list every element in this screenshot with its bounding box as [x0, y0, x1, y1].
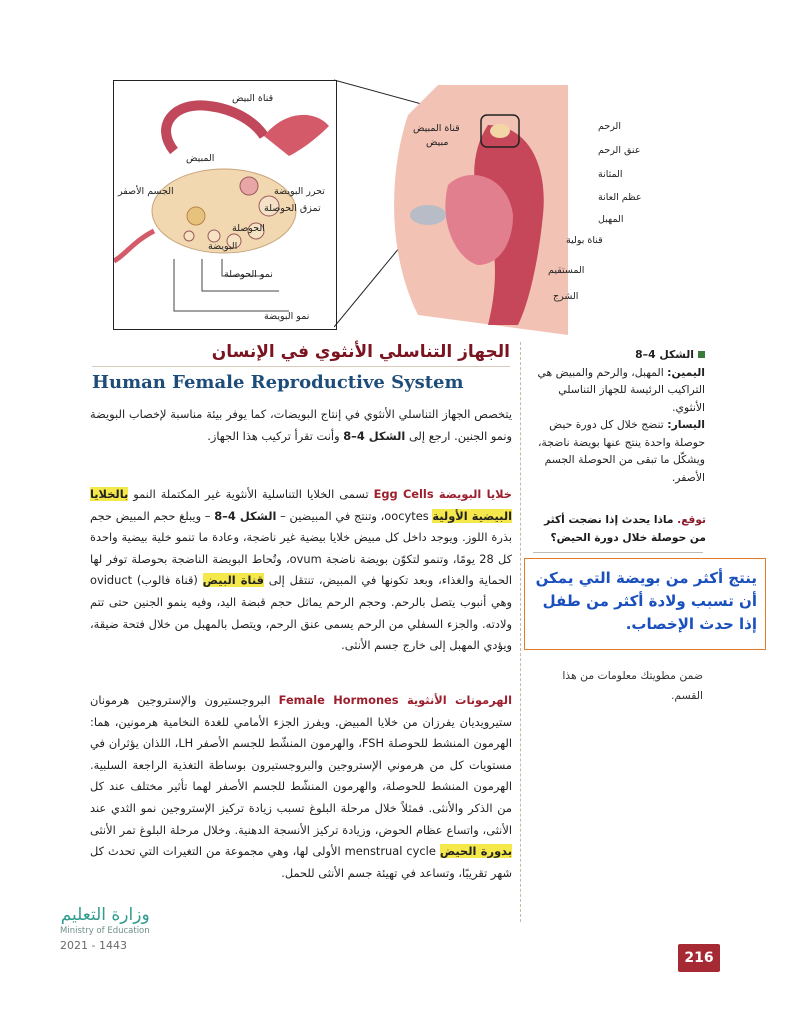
label-oviduct-main: قناة المبيض [413, 123, 460, 134]
caption-title: الشكل 4–8 [635, 348, 694, 361]
hormones-keyword: الهرمونات الأنثوية Female Hormones [278, 693, 512, 707]
label-ovulation: تحرر البويضة [274, 186, 325, 197]
intro-text: يتخصص الجهاز التناسلي الأنثوي في إنتاج البويضات، كما يوفر بيئة مناسبة لإخصاب البويضة ونمو الجنين. ارجع إلى [90, 407, 512, 443]
hormones-paragraph [90, 690, 512, 884]
section-title-english: Human Female Reproductive System [92, 372, 464, 393]
caption-left [530, 416, 705, 486]
caption-title-row [530, 346, 705, 364]
label-ovary-main: مبيض [426, 137, 449, 148]
caption-left-label: اليسار: [667, 418, 705, 431]
anatomy-figure [108, 75, 690, 337]
predict-question [531, 512, 706, 547]
answer-text[interactable]: ينتج أكثر من بويضة التي يمكن أن تسبب ولادة أكثر من طفل إذا حدث الإخصاب. [535, 569, 757, 633]
intro-paragraph [90, 404, 512, 447]
label-follicle-growth: نمو الحوصلة [224, 269, 273, 280]
oocytes-highlight: بالخلايا البيضية الأولية [90, 487, 512, 523]
label-uterus: الرحم [598, 121, 621, 132]
label-vagina: المهبل [598, 214, 624, 225]
label-urethra: قناة بولية [566, 235, 603, 246]
hormones-text-b: menstrual cycle الأولى لها، وهي مجموعة من التغيرات التي تحدث كل شهر تقريبًا، وتساعد في تهيئة جسم الأنثى للحمل. [90, 844, 512, 880]
caption-right-text: المهبل، والرحم والمبيض هي التراكيب الرئيسة للجهاز التناسلي الأنثوي. [537, 365, 705, 414]
label-pubic-bone: عظم العانة [598, 192, 642, 203]
predict-label: توقع. [677, 514, 706, 526]
menstrual-cycle-highlight: بدورة الحيض [439, 844, 513, 859]
foldable-note: ضمن مطويتك معلومات من هذا القسم. [562, 669, 703, 702]
figure-caption [530, 346, 705, 486]
label-ovary-inset: المبيض [186, 153, 215, 164]
egg-cells-keyword: خلايا البويضة Egg Cells [373, 487, 512, 501]
label-egg: البويضة [208, 241, 238, 252]
caption-square-icon [698, 351, 705, 358]
predict-text: ماذا يحدث إذا نضجت أكثر من حوصلة خلال دورة الحيض؟ [544, 514, 706, 544]
ministry-name-arabic: وزارة التعليم [60, 905, 150, 925]
egg-cells-text-c: – ويبلغ حجم المبيض حجم بذرة اللوز. ويوجد داخل كل مبيض خلايا بيضية غير ناضجة، وعادة ما تنمو خلية بيضية واحدة كل 28 يومًا، وتنمو لتكوّن بويضة ناضجة ovum، وتُحاط البويضة الناضجة بحوصلة توفر لها الحماية والغذاء، وبعد تكونها في المبيض، تنتقل إلى [90, 508, 512, 588]
side-divider [533, 552, 703, 553]
edition-year: 2021 - 1443 [60, 939, 127, 952]
label-follicle: الحوصلة [232, 223, 265, 234]
label-cervix: عنق الرحم [598, 145, 641, 156]
egg-cells-text-a: تسمى الخلايا التناسلية الأنثوية غير المكتملة النمو [133, 487, 369, 501]
label-rectum: المستقيم [548, 265, 585, 276]
ministry-logo [60, 905, 150, 952]
label-corpus-luteum: الجسم الأصفر [118, 186, 174, 197]
figure-ref-2[interactable]: الشكل 4–8 [214, 508, 277, 523]
ovary-inset [113, 80, 337, 330]
hormones-text-a: البروجستيرون والإستروجين هرمونان ستيرويديان يفرزان من خلايا المبيض. ويفرز الجزء الأمامي للغدة النخامية هرمونين، هما: الهرمون المنشط للحوصلة FSH، والهرمون المنشّط للجسم الأصفر LH، اللذان يؤثران في مستويات كل من هرموني الإستروجين والبروجستيرون بوساطة التغذية الراجعة السلبية. الهرمون المنشط للحوصلة، والهرمون المنشّط للجسم الأصفر لهما تأثير مختلف عند كل من الذكر والأنثى. فمثلاً خلال مرحلة البلوغ تسبب زيادة تركيز الإستروجين نمو الثدي عند الأنثى، واتساع عظام الحوض، وزيادة تركيز الأنسجة الدهنية. وخلال مرحلة البلوغ تمر الأنثى [90, 693, 513, 837]
intro-text-end: وأنت تقرأ تركيب هذا الجهاز. [207, 428, 340, 443]
label-bladder: المثانة [598, 169, 623, 180]
oviduct-highlight: قناة البيض [202, 573, 264, 588]
egg-cells-paragraph [90, 484, 512, 657]
label-anus: الشرج [553, 291, 579, 302]
title-divider [92, 366, 510, 367]
ministry-name-english: Ministry of Education [60, 926, 150, 936]
figure-ref[interactable]: الشكل 4–8 [343, 428, 406, 443]
caption-right-label: اليمين: [667, 365, 705, 379]
label-oviduct-inset: قناة البيض [232, 93, 274, 104]
caption-right [530, 364, 705, 417]
page-number-badge: 216 [678, 944, 720, 972]
column-divider [520, 342, 521, 922]
label-follicle-rupture: تمزق الحوصلة [264, 203, 321, 214]
answer-textbox[interactable] [524, 558, 766, 650]
label-egg-growth: نمو البويضة [264, 311, 310, 322]
egg-cells-text-d: (قناة فالوب) oviduct وهي أنبوب يتصل بالرحم. وحجم الرحم يماثل حجم قبضة اليد، وفيه ينمو الجنين حتى تتم ولادته. والجزء السفلي من الرحم يسمى عنق الرحم، ويتصل بالمهبل من خلال فتحة ضيقة، ويؤدي المهبل إلى خارج جسم الأنثى. [90, 573, 512, 653]
female-anatomy-cross-section [378, 85, 568, 335]
caption-left-text: تنضج خلال كل دورة حيض حوصلة واحدة ينتج عنها بويضة ناضجة، ويشكّل ما تبقى من الحوصلة الجسم الأصفر. [537, 418, 705, 484]
egg-cells-text-b: oocytes، وتنتج في المبيضين – [280, 508, 429, 523]
section-title-arabic: الجهاز التناسلي الأنثوي في الإنسان [211, 342, 510, 362]
